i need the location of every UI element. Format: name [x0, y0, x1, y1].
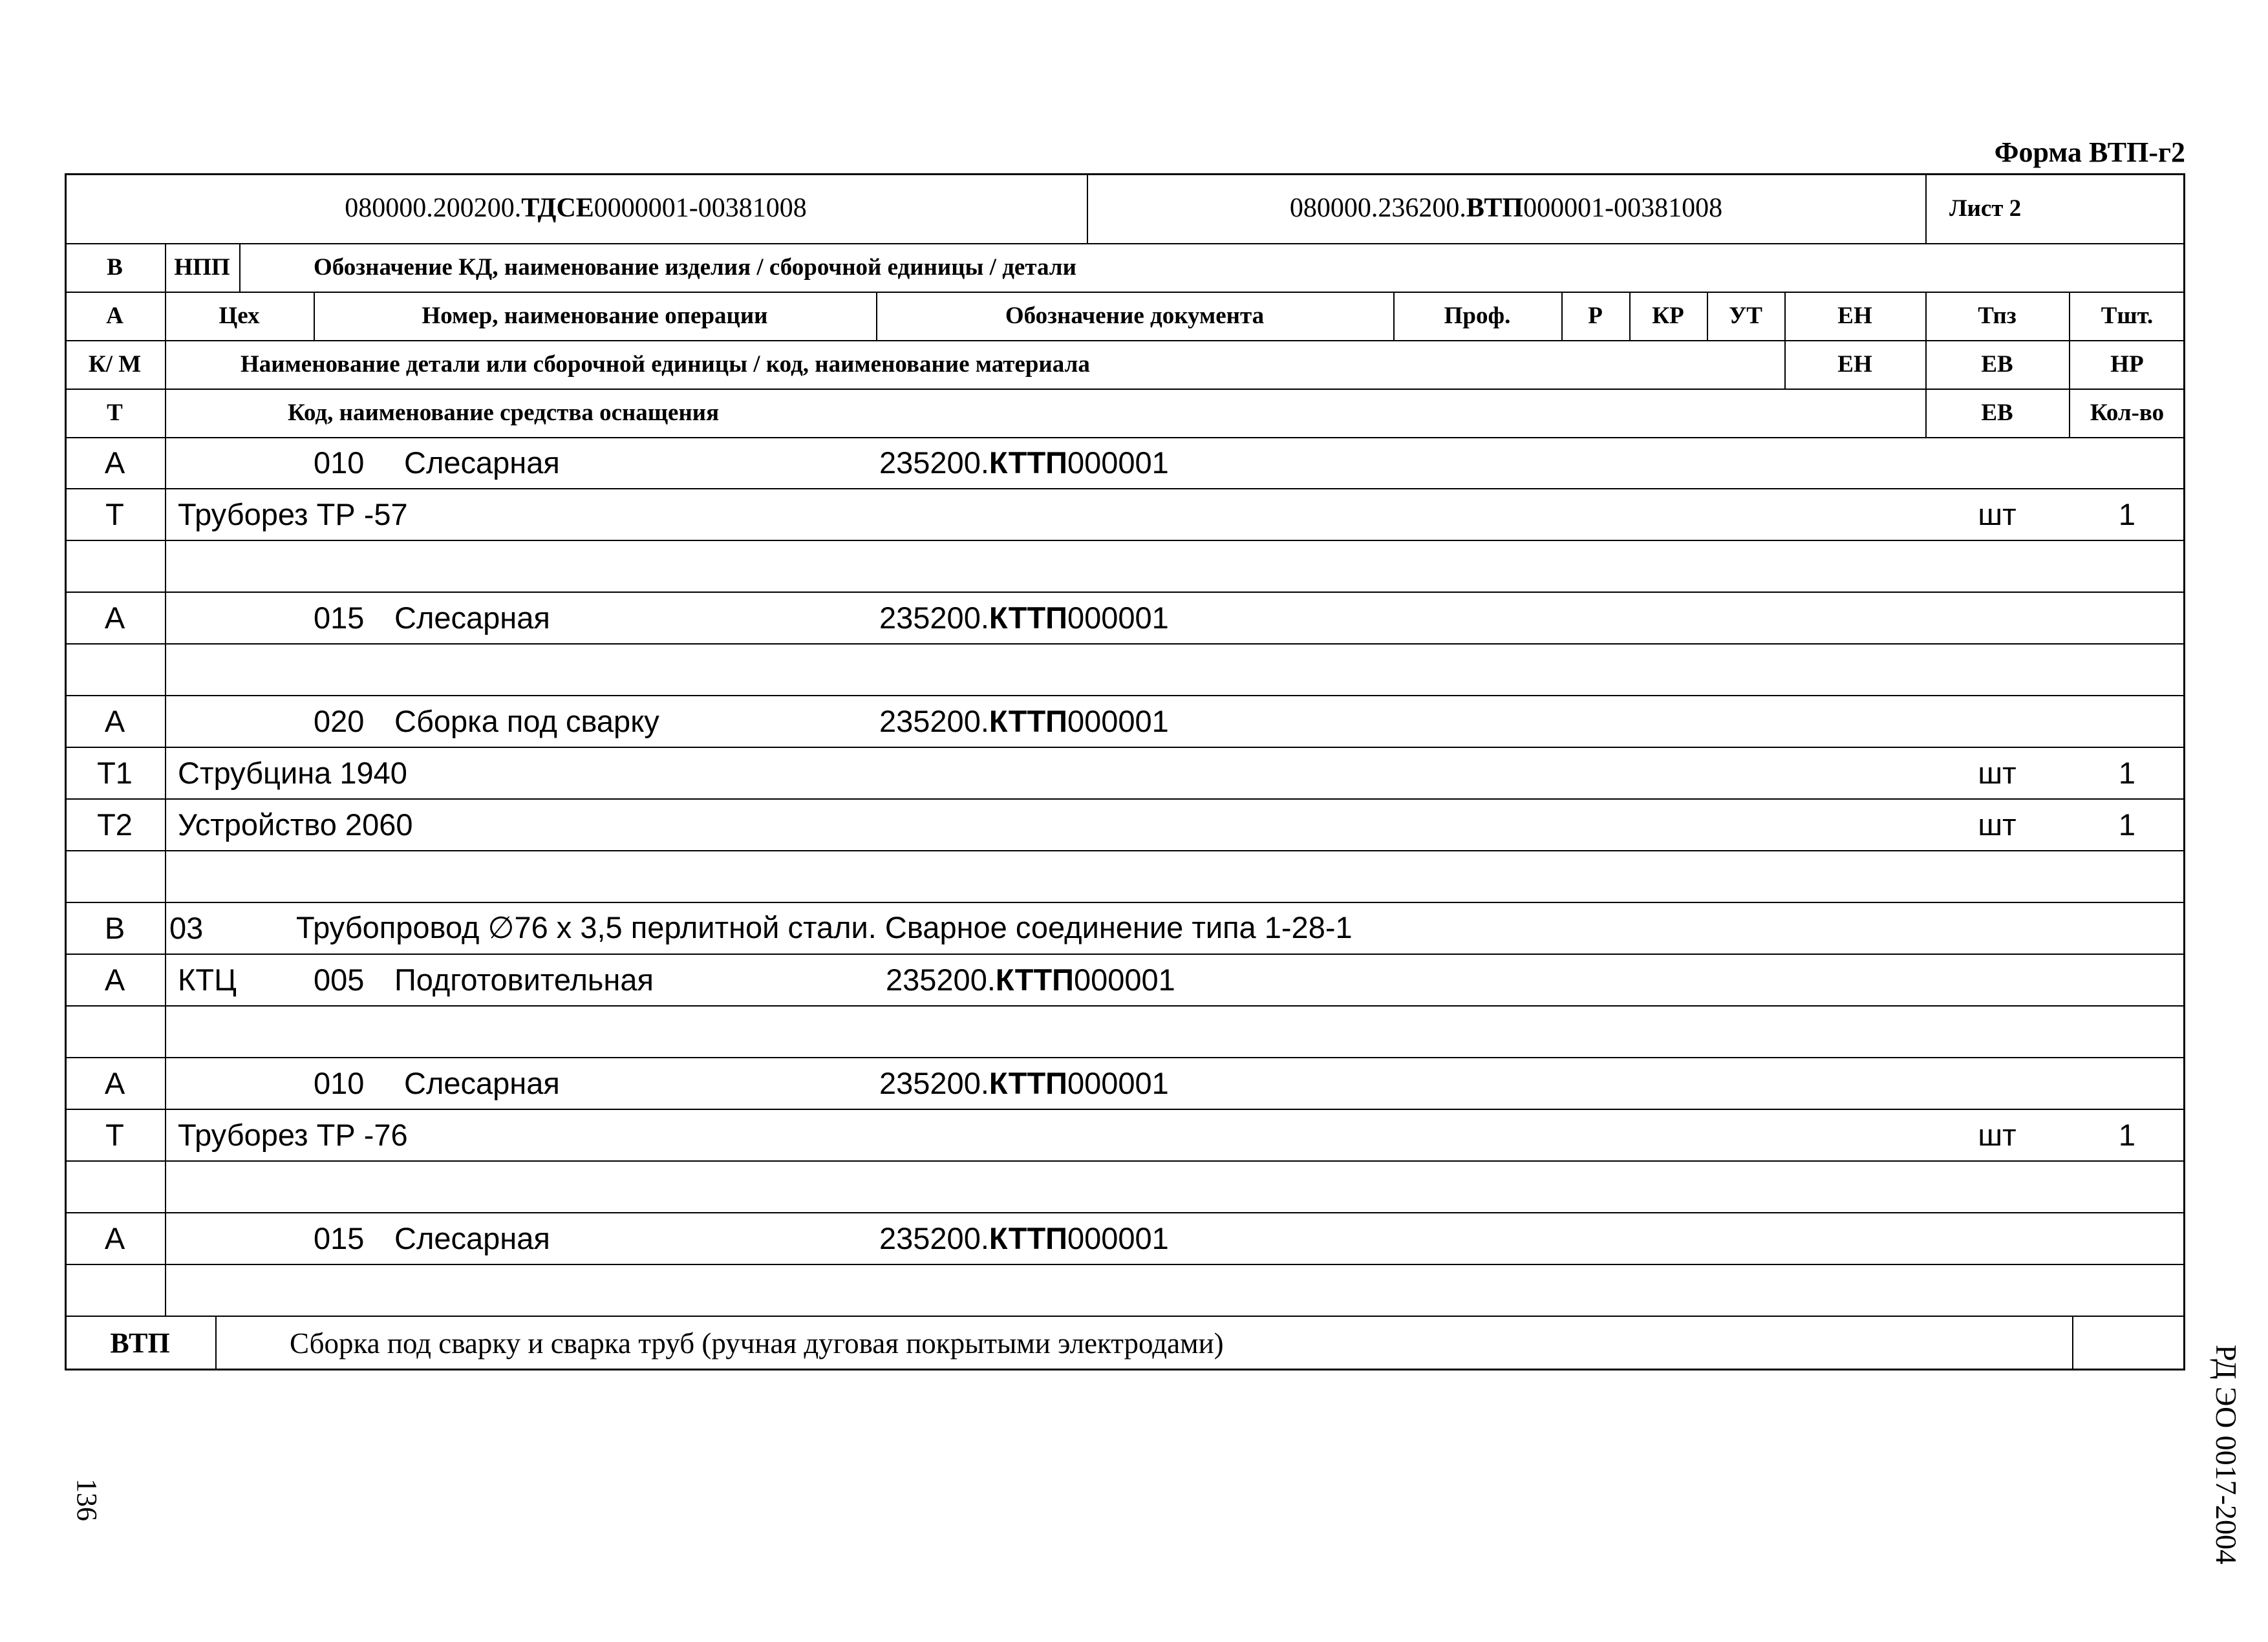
legend-cell: Код, наименование средства оснащения	[288, 400, 720, 426]
operation-number: 020	[314, 703, 365, 738]
legend-cell: Обозначение КД, наименование изделия / сборочной единицы / детали	[314, 254, 1076, 281]
row-type: Т	[105, 496, 124, 531]
legend-cell: В	[107, 254, 123, 281]
code-suffix: 000001-00381008	[1523, 193, 1723, 223]
quantity: 1	[2118, 1117, 2136, 1152]
operation-number: 010	[314, 1065, 365, 1100]
legend-cell: Проф.	[1444, 303, 1511, 329]
code-bold: ВТП	[1466, 193, 1524, 223]
quantity: 1	[2118, 807, 2136, 842]
legend-cell: Наименование детали или сборочной единицы / код, наименование материала	[241, 351, 1090, 378]
doc-bold: КТТП	[989, 600, 1067, 635]
operation-number: 015	[314, 600, 365, 635]
legend-cell: КР	[1652, 303, 1684, 329]
legend-cell: ЕВ	[1981, 400, 2013, 426]
doc-suffix: 000001	[1073, 962, 1175, 997]
legend-cell: Цех	[219, 303, 260, 329]
row-divider	[65, 1005, 2185, 1007]
operation-name: Слесарная	[394, 1221, 550, 1255]
operation-name: Слесарная	[404, 1065, 560, 1100]
legend-cell: А	[106, 303, 123, 329]
row-type: А	[104, 962, 125, 997]
operation-name: Слесарная	[404, 445, 560, 480]
row-divider	[65, 540, 2185, 541]
tool-name: Струбцина 1940	[178, 755, 407, 790]
row-type: А	[104, 445, 125, 480]
doc-prefix: 235200.	[879, 600, 989, 635]
operation-document	[879, 437, 1396, 488]
col-divider	[1925, 173, 1927, 243]
operation-number: 005	[314, 962, 365, 997]
operation-document	[879, 1212, 1396, 1264]
legend-cell: НР	[2110, 351, 2144, 378]
doc-prefix: 235200.	[879, 1221, 989, 1255]
header-code-mid	[1087, 173, 1925, 243]
doc-suffix: 000001	[1067, 1065, 1169, 1100]
code-bold: ТДСЕ	[521, 193, 594, 223]
operation-name: Сборка под сварку	[394, 703, 659, 738]
legend-cell: Тшт.	[2101, 303, 2154, 329]
col-divider	[165, 243, 166, 1316]
legend-cell: Обозначение документа	[1005, 303, 1265, 329]
code-suffix: 0000001-00381008	[594, 193, 807, 223]
col-divider	[239, 243, 241, 292]
item-designation: Трубопровод ∅76 х 3,5 перлитной стали. Сварное соединение типа 1-28-1	[296, 910, 1353, 944]
row-type: Т1	[97, 755, 133, 790]
doc-prefix: 235200.	[886, 962, 996, 997]
row-type: А	[104, 1221, 125, 1255]
doc-prefix: 235200.	[879, 445, 989, 480]
quantity: 1	[2118, 496, 2136, 531]
footer-label: ВТП	[110, 1327, 170, 1359]
row-divider	[65, 1160, 2185, 1162]
legend-cell: К/ М	[88, 351, 142, 378]
footer-process-name: Сборка под сварку и сварка труб (ручная дуговая покрытыми электродами)	[290, 1327, 1224, 1359]
row-divider	[65, 850, 2185, 851]
tool-name: Труборез ТР -76	[178, 1117, 408, 1152]
row-type: А	[104, 600, 125, 635]
doc-prefix: 235200.	[879, 1065, 989, 1100]
doc-suffix: 000001	[1067, 445, 1169, 480]
unit: шт	[1978, 755, 2017, 790]
operation-number: 010	[314, 445, 365, 480]
legend-cell: ЕВ	[1981, 351, 2013, 378]
row-divider	[65, 643, 2185, 645]
doc-suffix: 000001	[1067, 1221, 1169, 1255]
code-prefix: 080000.200200.	[345, 193, 522, 223]
tool-name: Труборез ТР -57	[178, 496, 408, 531]
doc-bold: КТТП	[989, 703, 1067, 738]
shop-code: КТЦ	[178, 962, 237, 997]
quantity: 1	[2118, 755, 2136, 790]
form-label: Форма ВТП-г2	[1994, 136, 2185, 168]
operation-document	[879, 695, 1396, 747]
operation-document	[879, 1057, 1396, 1109]
operation-name: Подготовительная	[394, 962, 654, 997]
legend-cell: Тпз	[1978, 303, 2017, 329]
operation-name: Слесарная	[394, 600, 550, 635]
sheet-number: Лист 2	[1949, 195, 2022, 222]
legend-cell: Т	[107, 400, 123, 426]
doc-bold: КТТП	[989, 445, 1067, 480]
doc-bold: КТТП	[995, 962, 1074, 997]
unit: шт	[1978, 1117, 2017, 1152]
col-divider	[215, 1316, 217, 1370]
tool-name: Устройство 2060	[178, 807, 413, 842]
operation-number: 015	[314, 1221, 365, 1255]
operation-document	[886, 954, 1403, 1005]
row-type: Т	[105, 1117, 124, 1152]
legend-cell: Номер, наименование операции	[422, 303, 768, 329]
doc-bold: КТТП	[989, 1065, 1067, 1100]
document-reference: РД ЭО 0017-2004	[2210, 1345, 2243, 1564]
row-divider	[65, 1264, 2185, 1265]
page-number: 136	[71, 1478, 103, 1521]
legend-cell: УТ	[1729, 303, 1762, 329]
npp-number: 03	[169, 910, 204, 945]
col-divider	[2072, 1316, 2073, 1370]
operation-document	[879, 592, 1396, 643]
doc-prefix: 235200.	[879, 703, 989, 738]
unit: шт	[1978, 496, 2017, 531]
legend-cell: ЕН	[1837, 303, 1872, 329]
row-type: Т2	[97, 807, 133, 842]
code-prefix: 080000.236200.	[1289, 193, 1466, 223]
header-code-left	[65, 173, 1087, 243]
legend-cell: Р	[1588, 303, 1603, 329]
row-type: А	[104, 1065, 125, 1100]
legend-cell: Кол-во	[2090, 400, 2165, 426]
legend-cell: НПП	[174, 254, 230, 281]
row-type: А	[104, 703, 125, 738]
legend-cell: ЕН	[1837, 351, 1872, 378]
doc-suffix: 000001	[1067, 703, 1169, 738]
doc-suffix: 000001	[1067, 600, 1169, 635]
row-type: В	[104, 910, 125, 945]
doc-bold: КТТП	[989, 1221, 1067, 1255]
unit: шт	[1978, 807, 2017, 842]
